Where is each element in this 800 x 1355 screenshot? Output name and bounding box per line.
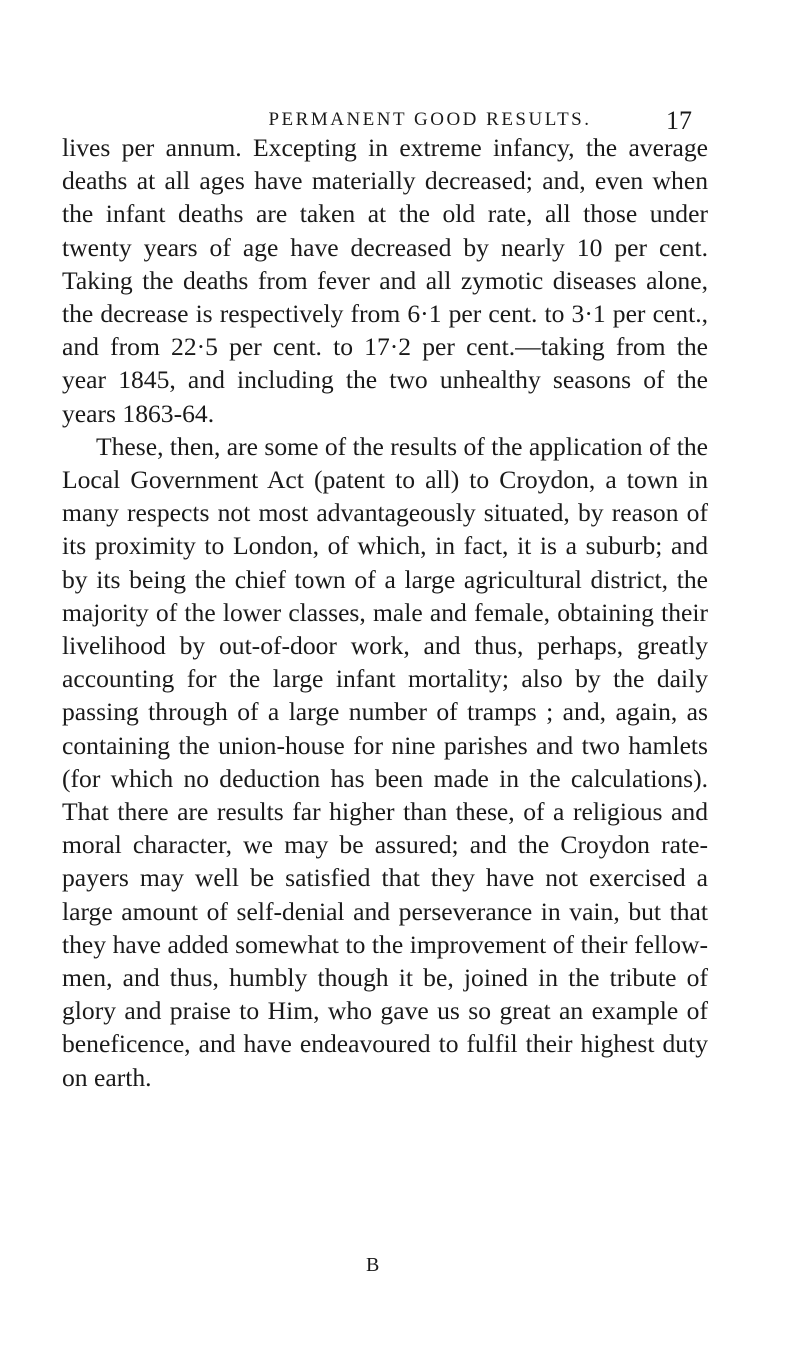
body-text (62, 131, 708, 1094)
signature-mark: B (366, 1254, 380, 1276)
paragraph: These, then, are some of the results of the application of the Local Government Act (patent to all) to Croydon, a town in many respects not most advantageously situated, by reason of its proximity to London, of which, in fact, it is a suburb; and by its being the chief town of a large agricultural district, the majority of the lower classes, male and female, obtaining their livelihood by out-of-door work, and thus, perhaps, greatly accounting for the large infant mortality; also by the daily passing through of a large number of tramps ; and, again, as containing the union-house for nine parishes and two hamlets (for which no deduction has been made in the calculations). That there are results far higher than these, of a religious and moral character, we may be assured; and the Croydon rate-payers may well be satisfied that they have not exercised a large amount of self-denial and perseverance in vain, but that they have added somewhat to the improvement of their fellow-men, and thus, humbly though it be, joined in the tribute of glory and praise to Him, who gave us so great an example of beneficence, and have endeavoured to fulfil their highest duty on earth. (62, 431, 708, 1092)
page-number: 17 (666, 106, 692, 135)
running-head (160, 66, 700, 135)
paragraph: lives per annum. Excepting in extreme infancy, the average deaths at all ages have materially decreased; and, even when the infant deaths are taken at the old rate, all those under twenty years of age have decreased by nearly 10 per cent. Taking the deaths from fever and all zymotic diseases alone, the decrease is respectively from 6·1 per cent. to 3·1 per cent., and from 22·5 per cent. to 17·2 per cent.—taking from the year 1845, and including the two unhealthy seasons of the years 1863-64. (62, 133, 708, 428)
running-title: PERMANENT GOOD RESULTS. (268, 109, 592, 130)
